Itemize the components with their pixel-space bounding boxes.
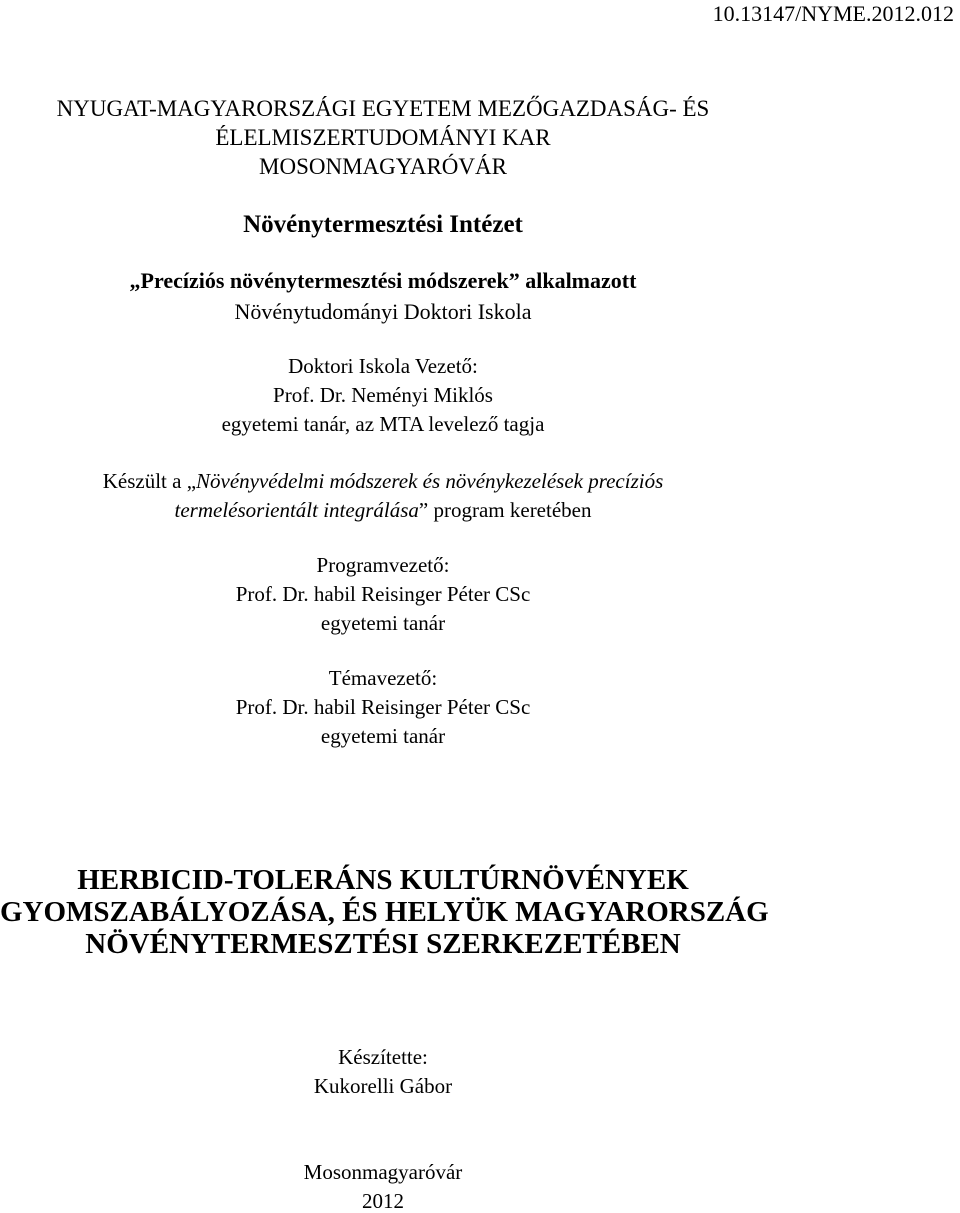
place: Mosonmagyaróvár xyxy=(303,1160,463,1184)
author-name: Kukorelli Gábor xyxy=(313,1074,453,1098)
year: 2012 xyxy=(362,1189,404,1213)
thesis-title-line-3: NÖVÉNYTERMESZTÉSI SZERKEZETÉBEN xyxy=(85,928,681,960)
supervisor-name: Prof. Dr. habil Reisinger Péter CSc xyxy=(235,695,531,719)
program-description-line-1 xyxy=(0,471,766,492)
institute-name: Növénytermesztési Intézet xyxy=(243,211,523,238)
doctoral-school-line-1: „Precíziós növénytermesztési módszerek” alkalmazott xyxy=(129,268,637,293)
program-title-line-2: termelésorientált integrálása xyxy=(174,498,419,522)
school-head-position: egyetemi tanár, az MTA levelező tagja xyxy=(221,412,545,436)
program-prefix: Készült a „ xyxy=(102,469,197,493)
program-suffix: ” program keretében xyxy=(418,498,592,522)
thesis-title-line-1: HERBICID-TOLERÁNS KULTÚRNÖVÉNYEK xyxy=(77,864,689,896)
university-city: MOSONMAGYARÓVÁR xyxy=(259,154,507,179)
doi-identifier: 10.13147/NYME.2012.012 xyxy=(712,1,954,26)
program-title-line-1: Növényvédelmi módszerek és növénykezelések precíziós xyxy=(196,469,664,493)
thesis-title-line-2: GYOMSZABÁLYOZÁSA, ÉS HELYÜK MAGYARORSZÁG xyxy=(0,896,769,928)
program-leader-position: egyetemi tanár xyxy=(320,611,446,635)
program-leader-name: Prof. Dr. habil Reisinger Péter CSc xyxy=(235,582,531,606)
school-head-label: Doktori Iskola Vezető: xyxy=(288,354,478,378)
program-description-line-2 xyxy=(0,500,766,521)
university-name-line-1: NYUGAT-MAGYARORSZÁGI EGYETEM MEZŐGAZDASÁG- ÉS xyxy=(56,96,710,121)
supervisor-position: egyetemi tanár xyxy=(320,724,446,748)
program-leader-label: Programvezető: xyxy=(316,553,450,577)
school-head-name: Prof. Dr. Neményi Miklós xyxy=(273,383,493,407)
supervisor-label: Témavezető: xyxy=(328,666,438,690)
university-name-line-2: ÉLELMISZERTUDOMÁNYI KAR xyxy=(215,125,551,150)
doctoral-school-line-2: Növénytudományi Doktori Iskola xyxy=(234,299,532,324)
author-label: Készítette: xyxy=(338,1045,428,1069)
